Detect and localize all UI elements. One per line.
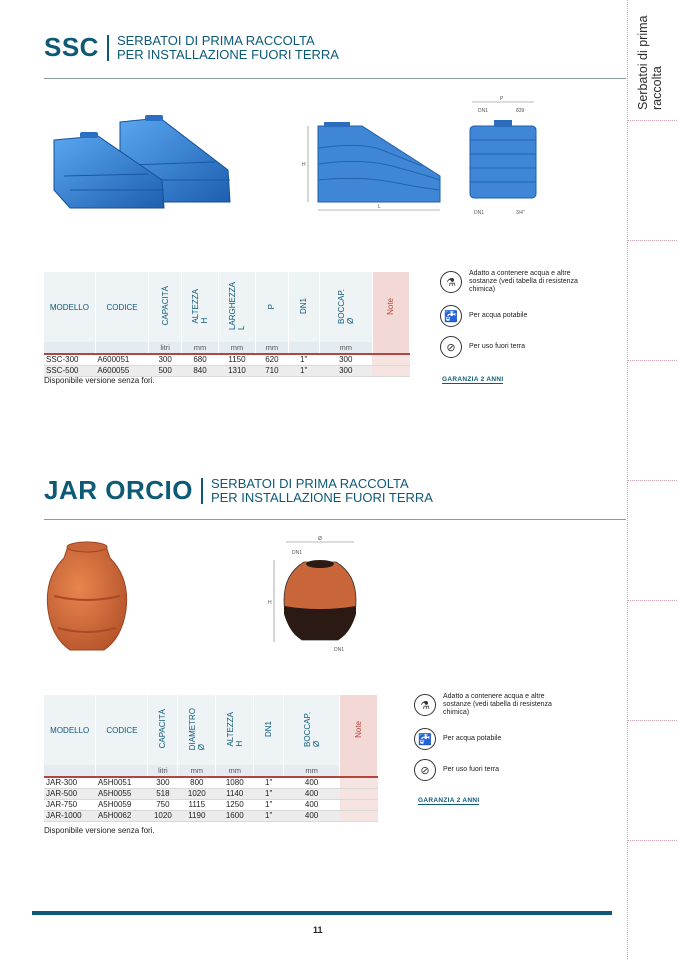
table-row: JAR-1000 A5H0062 1020 1190 1600 1" 400	[44, 810, 378, 821]
ssc-header-row	[44, 272, 410, 342]
ssc-dn1-top-label: DN1	[478, 108, 489, 114]
table-row: SSC-300 A600051 300 680 1150 620 1" 300	[44, 354, 410, 365]
table-row: SSC-500 A600055 500 840 1310 710 1" 300	[44, 365, 410, 376]
ssc-side-drawing	[302, 118, 444, 214]
col-header-note: Note	[340, 695, 378, 765]
ssc-front-drawing	[466, 96, 542, 218]
jar-h-label: H	[268, 600, 272, 606]
ssc-subtitle-line1: SERBATOI DI PRIMA RACCOLTA	[116, 32, 315, 48]
table-row: JAR-750 A5H0059 750 1115 1250 1" 400	[44, 799, 378, 810]
jar-dn1-bottom-label: DN1	[334, 647, 345, 653]
tab-divider	[628, 840, 678, 841]
col-header: BOCCAP. Ø	[319, 272, 372, 342]
table-row: JAR-500 A5H0055 518 1020 1140 1" 400	[44, 788, 378, 799]
col-header: CODICE	[96, 695, 148, 765]
ssc-units-row: litri mm mm mm mm	[44, 342, 410, 354]
jar-subtitle-line2: PER INSTALLAZIONE FUORI TERRA	[210, 489, 433, 505]
jar-diam-label: Ø	[318, 536, 322, 542]
col-header: P	[255, 272, 288, 342]
col-header-note: Note	[372, 272, 409, 342]
col-header: DIAMETRO Ø	[178, 695, 216, 765]
col-header: MODELLO	[44, 272, 95, 342]
no-underground-icon: ⊘	[440, 336, 462, 358]
col-header: DN1	[288, 272, 319, 342]
ssc-rule	[44, 78, 626, 79]
jar-guarantee: GARANZIA 2 ANNI	[418, 797, 480, 804]
side-tab-label[interactable]: Serbatoi di prima raccolta	[636, 15, 664, 110]
page-number: 11	[313, 925, 323, 935]
col-header: BOCCAP. Ø	[284, 695, 340, 765]
ssc-839-label: 839	[516, 108, 525, 114]
col-header: CAPACITÀ	[149, 272, 182, 342]
tab-divider	[628, 360, 678, 361]
jar-drawing	[266, 534, 362, 654]
flask-icon: ⚗	[414, 694, 436, 716]
jar-availability-note: Disponibile versione senza fori.	[44, 826, 155, 835]
col-header: MODELLO	[44, 695, 96, 765]
feature-item: ⚗ Adatto a contenere acqua e altre sostanze (vedi tabella di resistenza chimica)	[440, 270, 599, 294]
tab-divider	[628, 120, 678, 121]
tab-divider	[628, 600, 678, 601]
jar-subtitle-line1: SERBATOI DI PRIMA RACCOLTA	[210, 475, 409, 491]
heading-divider	[201, 478, 203, 504]
col-header: ALTEZZA H	[182, 272, 219, 342]
ssc-availability-note: Disponibile versione senza fori.	[44, 376, 155, 385]
tap-icon: 🚰	[440, 305, 462, 327]
ssc-heading	[44, 32, 339, 63]
ssc-34-label: 3/4"	[516, 210, 525, 216]
feature-item: ⚗ Adatto a contenere acqua e altre sostanze (vedi tabella di resistenza chimica)	[414, 693, 573, 717]
feature-item: 🚰 Per acqua potabile	[440, 305, 599, 327]
jar-rule	[44, 519, 626, 520]
feature-item: 🚰 Per acqua potabile	[414, 728, 573, 750]
heading-divider	[107, 35, 109, 61]
ssc-subtitle	[117, 34, 339, 62]
flask-icon: ⚗	[440, 271, 462, 293]
tab-divider	[628, 480, 678, 481]
ssc-spec-table	[44, 272, 410, 377]
jar-spec-table	[44, 695, 378, 822]
side-tab-strip	[627, 0, 678, 959]
ssc-subtitle-line2: PER INSTALLAZIONE FUORI TERRA	[116, 46, 339, 62]
jar-title: JAR ORCIO	[44, 475, 193, 505]
jar-header-row	[44, 695, 378, 765]
footer-bar	[32, 911, 612, 915]
col-header: CAPACITÀ	[148, 695, 178, 765]
feature-item: ⊘ Per uso fuori terra	[414, 759, 573, 781]
ssc-title: SSC	[44, 32, 99, 62]
jar-subtitle	[211, 477, 433, 505]
table-row: JAR-300 A5H0051 300 800 1080 1" 400	[44, 777, 378, 788]
no-underground-icon: ⊘	[414, 759, 436, 781]
tab-divider	[628, 720, 678, 721]
jar-product-photo	[44, 538, 130, 654]
ssc-guarantee: GARANZIA 2 ANNI	[442, 376, 504, 383]
col-header: CODICE	[95, 272, 148, 342]
feature-item: ⊘ Per uso fuori terra	[440, 336, 599, 358]
col-header: DN1	[254, 695, 284, 765]
tab-divider	[628, 240, 678, 241]
ssc-product-photo	[50, 110, 235, 210]
jar-dn1-top-label: DN1	[292, 550, 303, 556]
jar-heading	[44, 475, 433, 506]
tap-icon: 🚰	[414, 728, 436, 750]
jar-units-row: litri mm mm mm	[44, 765, 378, 777]
ssc-dn1-bottom-label: DN1	[474, 210, 485, 216]
ssc-h-label: H	[302, 162, 306, 168]
ssc-p-label: P	[500, 96, 504, 102]
col-header: ALTEZZA H	[216, 695, 254, 765]
col-header: LARGHEZZA L	[219, 272, 256, 342]
ssc-l-label: L	[378, 204, 381, 210]
